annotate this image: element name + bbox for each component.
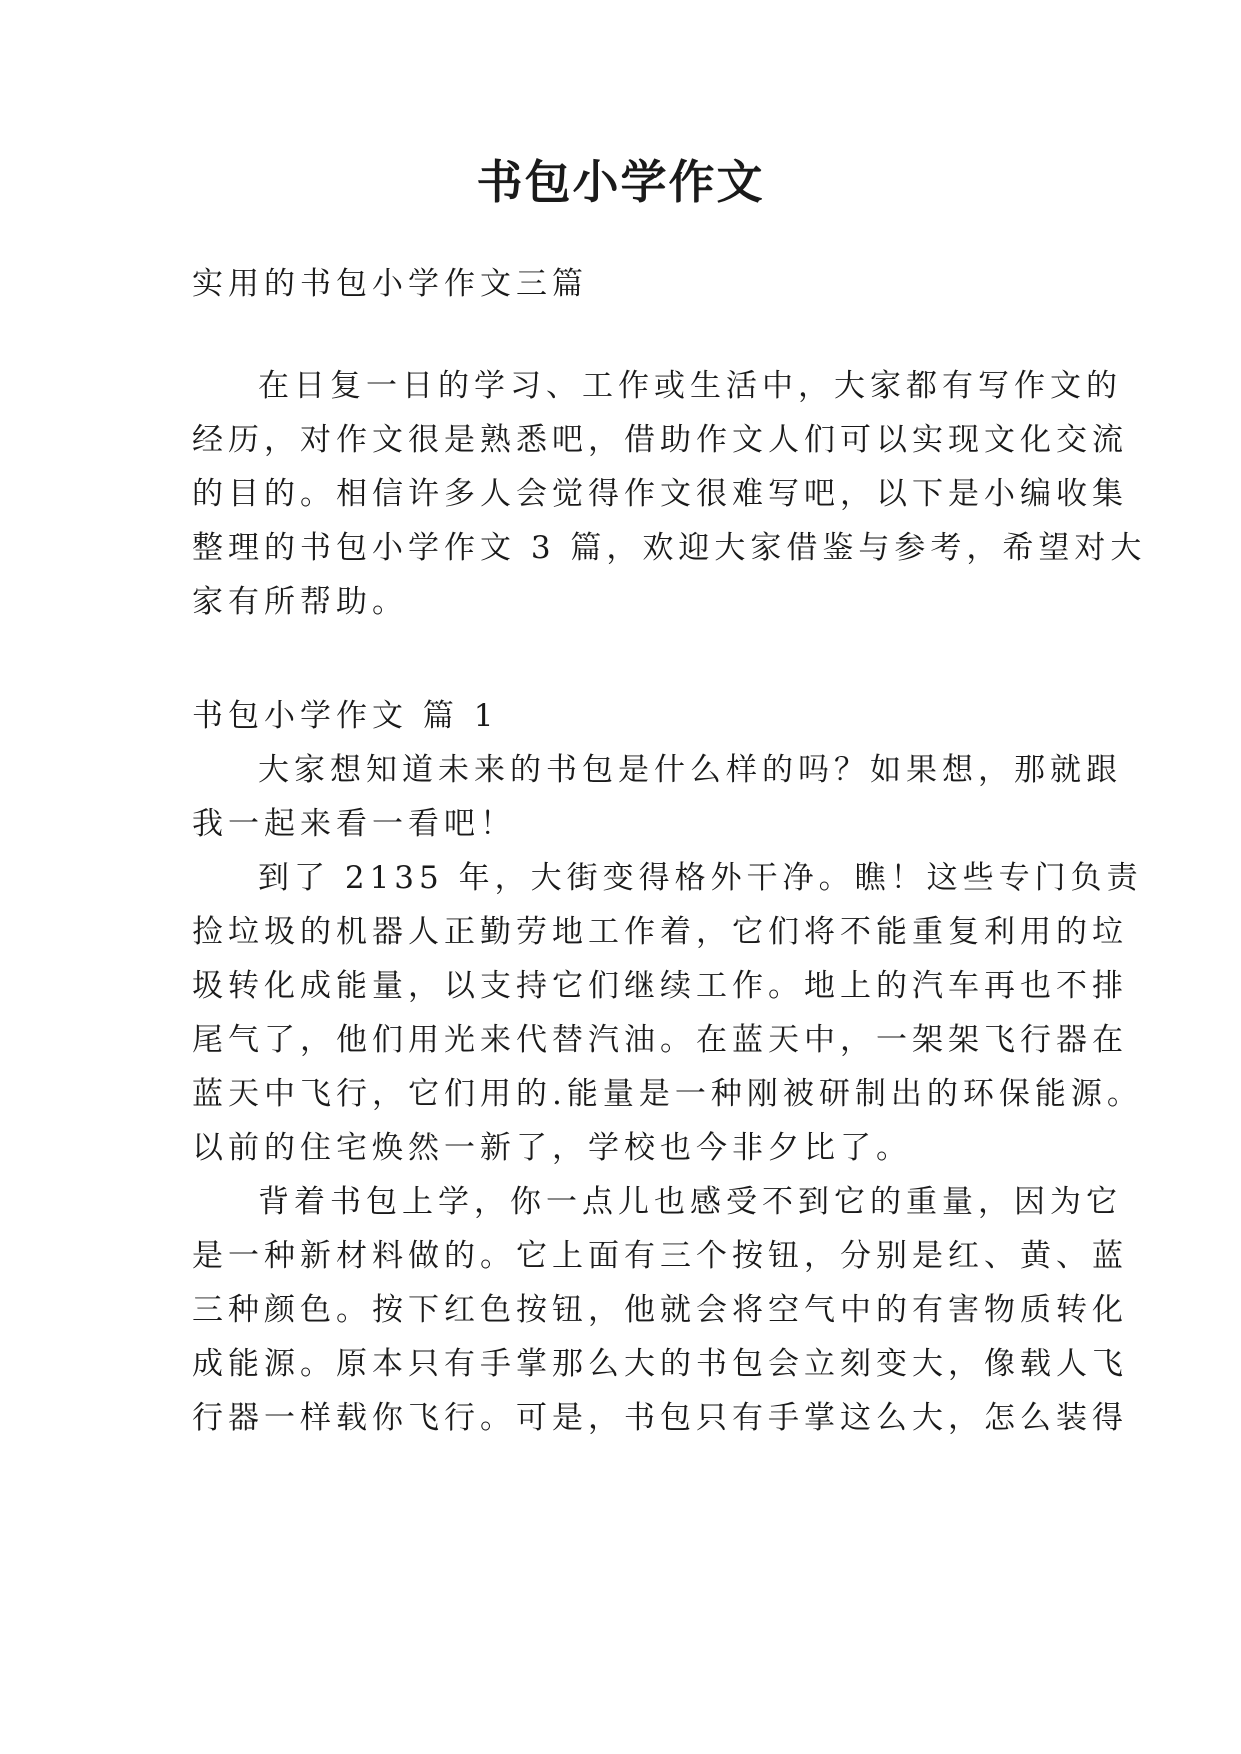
document-title: 书包小学作文 xyxy=(476,155,765,209)
paragraph-line: 大家想知道未来的书包是什么样的吗？如果想，那就跟 xyxy=(258,752,1122,788)
paragraph-line: 我一起来看一看吧！ xyxy=(192,806,516,842)
paragraph-line: 以前的住宅焕然一新了，学校也今非夕比了。 xyxy=(192,1130,912,1166)
intro-line: 的目的。相信许多人会觉得作文很难写吧，以下是小编收集 xyxy=(192,476,1128,512)
paragraph-line: 到了 2135 年，大街变得格外干净。瞧！这些专门负责 xyxy=(258,860,1143,896)
paragraph-line: 尾气了，他们用光来代替汽油。在蓝天中，一架架飞行器在 xyxy=(192,1022,1128,1058)
document-subtitle: 实用的书包小学作文三篇 xyxy=(192,266,588,302)
paragraph-line: 捡垃圾的机器人正勤劳地工作着，它们将不能重复利用的垃 xyxy=(192,914,1128,950)
paragraph-line: 是一种新材料做的。它上面有三个按钮，分别是红、黄、蓝 xyxy=(192,1238,1128,1274)
intro-line: 经历，对作文很是熟悉吧，借助作文人们可以实现文化交流 xyxy=(192,422,1128,458)
section-heading: 书包小学作文 篇 1 xyxy=(192,698,499,734)
paragraph-line: 成能源。原本只有手掌那么大的书包会立刻变大，像载人飞 xyxy=(192,1346,1128,1382)
intro-line: 家有所帮助。 xyxy=(192,584,408,620)
paragraph-line: 三种颜色。按下红色按钮，他就会将空气中的有害物质转化 xyxy=(192,1292,1128,1328)
intro-line: 在日复一日的学习、工作或生活中，大家都有写作文的 xyxy=(258,368,1122,404)
paragraph-line: 行器一样载你飞行。可是，书包只有手掌这么大，怎么装得 xyxy=(192,1400,1128,1436)
paragraph-line: 背着书包上学，你一点儿也感受不到它的重量，因为它 xyxy=(258,1184,1122,1220)
intro-line: 整理的书包小学作文 3 篇，欢迎大家借鉴与参考，希望对大 xyxy=(192,530,1147,566)
paragraph-line: 蓝天中飞行，它们用的.能量是一种刚被研制出的环保能源。 xyxy=(192,1076,1143,1112)
paragraph-line: 圾转化成能量，以支持它们继续工作。地上的汽车再也不排 xyxy=(192,968,1128,1004)
